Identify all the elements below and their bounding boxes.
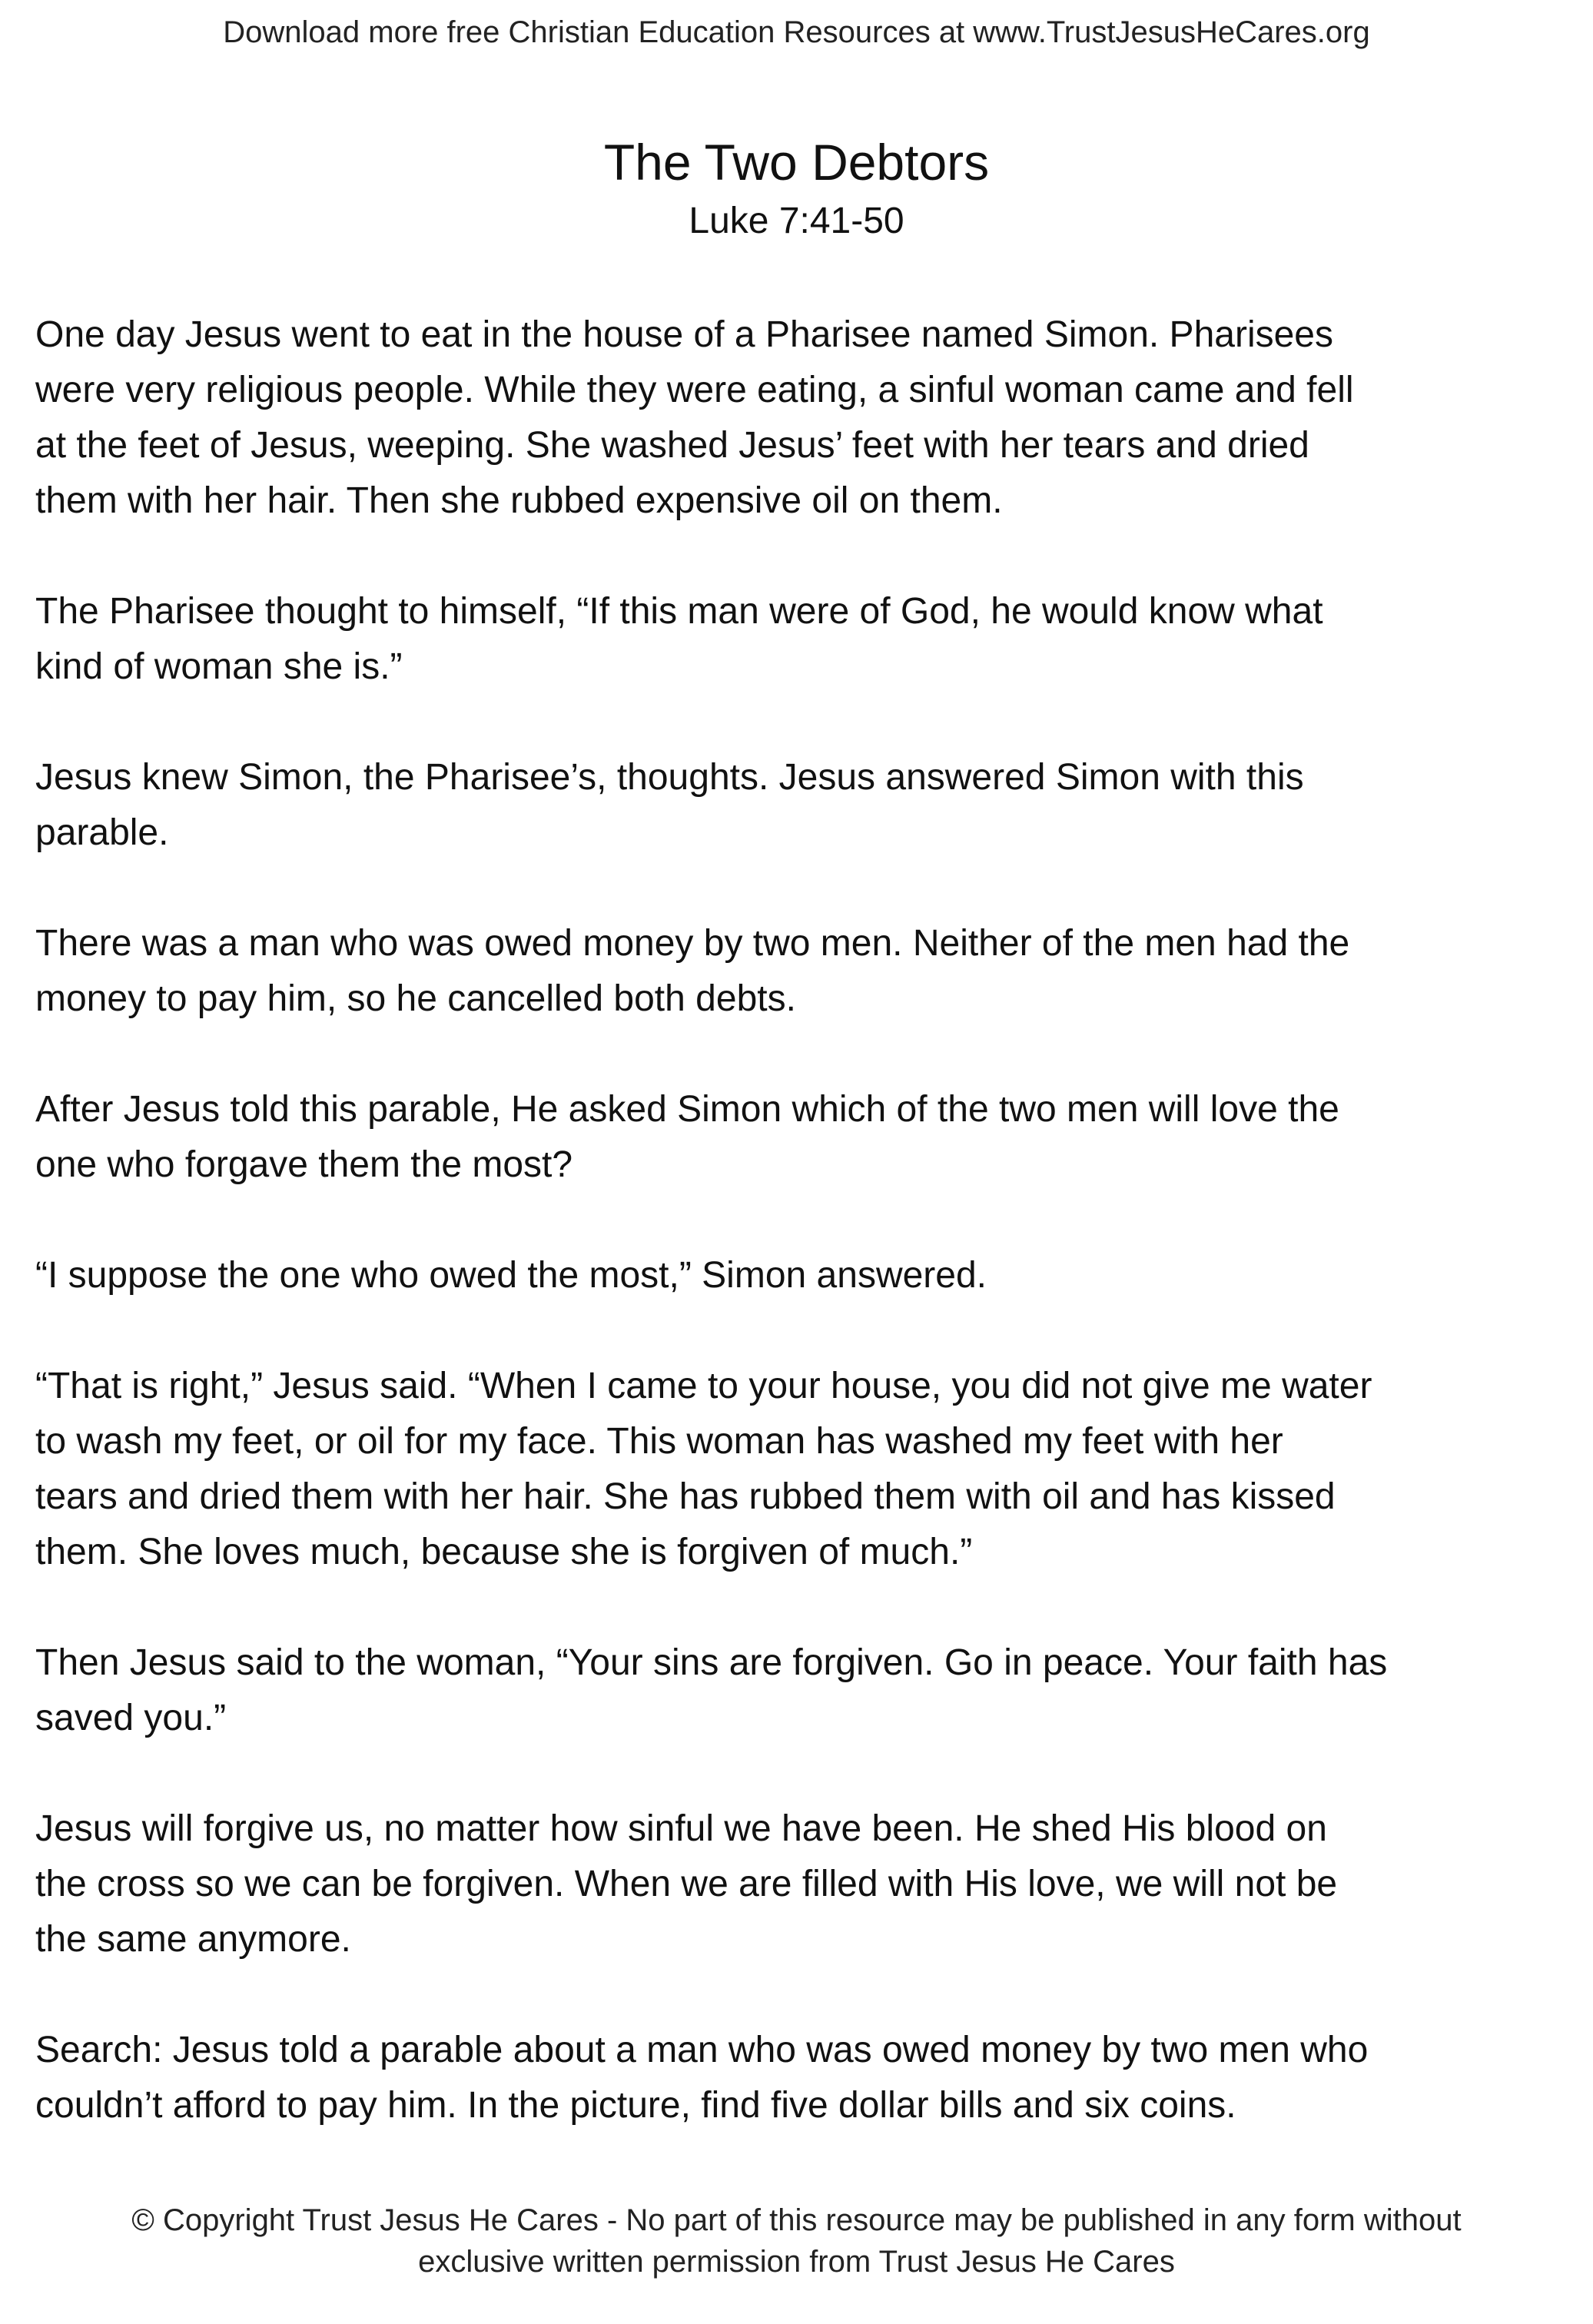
story-body: [35, 307, 1565, 2189]
page-title: The Two Debtors: [603, 134, 990, 191]
story-paragraph: After Jesus told this parable, He asked Simon which of the two men will love the one who forgave them the most?: [35, 1089, 1339, 1185]
story-paragraph: Jesus knew Simon, the Pharisee’s, thoughts. Jesus answered Simon with this parable.: [35, 757, 1304, 853]
story-paragraph: One day Jesus went to eat in the house of a Pharisee named Simon. Pharisees were very religious people. While they were eating, a sinful woman came and fell at the feet of Jesus, weeping. She washed Jesus’ feet with her tears and dried them with her hair. Then she rubbed expensive oil on them.: [35, 314, 1354, 521]
story-paragraph: The Pharisee thought to himself, “If this man were of God, he would know what kind of woman she is.”: [35, 591, 1323, 687]
story-paragraph: There was a man who was owed money by two men. Neither of the men had the money to pay him, so he cancelled both debts.: [35, 923, 1350, 1019]
story-paragraph: “I suppose the one who owed the most,” Simon answered.: [35, 1255, 987, 1296]
download-link-text[interactable]: Download more free Christian Education Resources at www.TrustJesusHeCares.org: [223, 15, 1370, 49]
copyright-notice: © Copyright Trust Jesus He Cares - No part of this resource may be published in any form without exclusive written permission from Trust Jesus He Cares: [131, 2203, 1462, 2279]
search-instruction: Search: Jesus told a parable about a man who was owed money by two men who couldn’t afford to pay him. In the picture, find five dollar bills and six coins.: [35, 2030, 1369, 2126]
story-paragraph: “That is right,” Jesus said. “When I came to your house, you did not give me water to wash my feet, or oil for my face. This woman has washed my feet with her tears and dried them with her hair. She has rubbed them with oil and has kissed them. She loves much, because she is forgiven of much.”: [35, 1366, 1372, 1572]
story-paragraph: Jesus will forgive us, no matter how sinful we have been. He shed His blood on the cross so we can be forgiven. When we are filled with His love, we will not be the same anymore.: [35, 1808, 1338, 1960]
scripture-reference: Luke 7:41-50: [689, 201, 904, 241]
story-paragraph: Then Jesus said to the woman, “Your sins are forgiven. Go in peace. Your faith has saved you.”: [35, 1642, 1388, 1738]
